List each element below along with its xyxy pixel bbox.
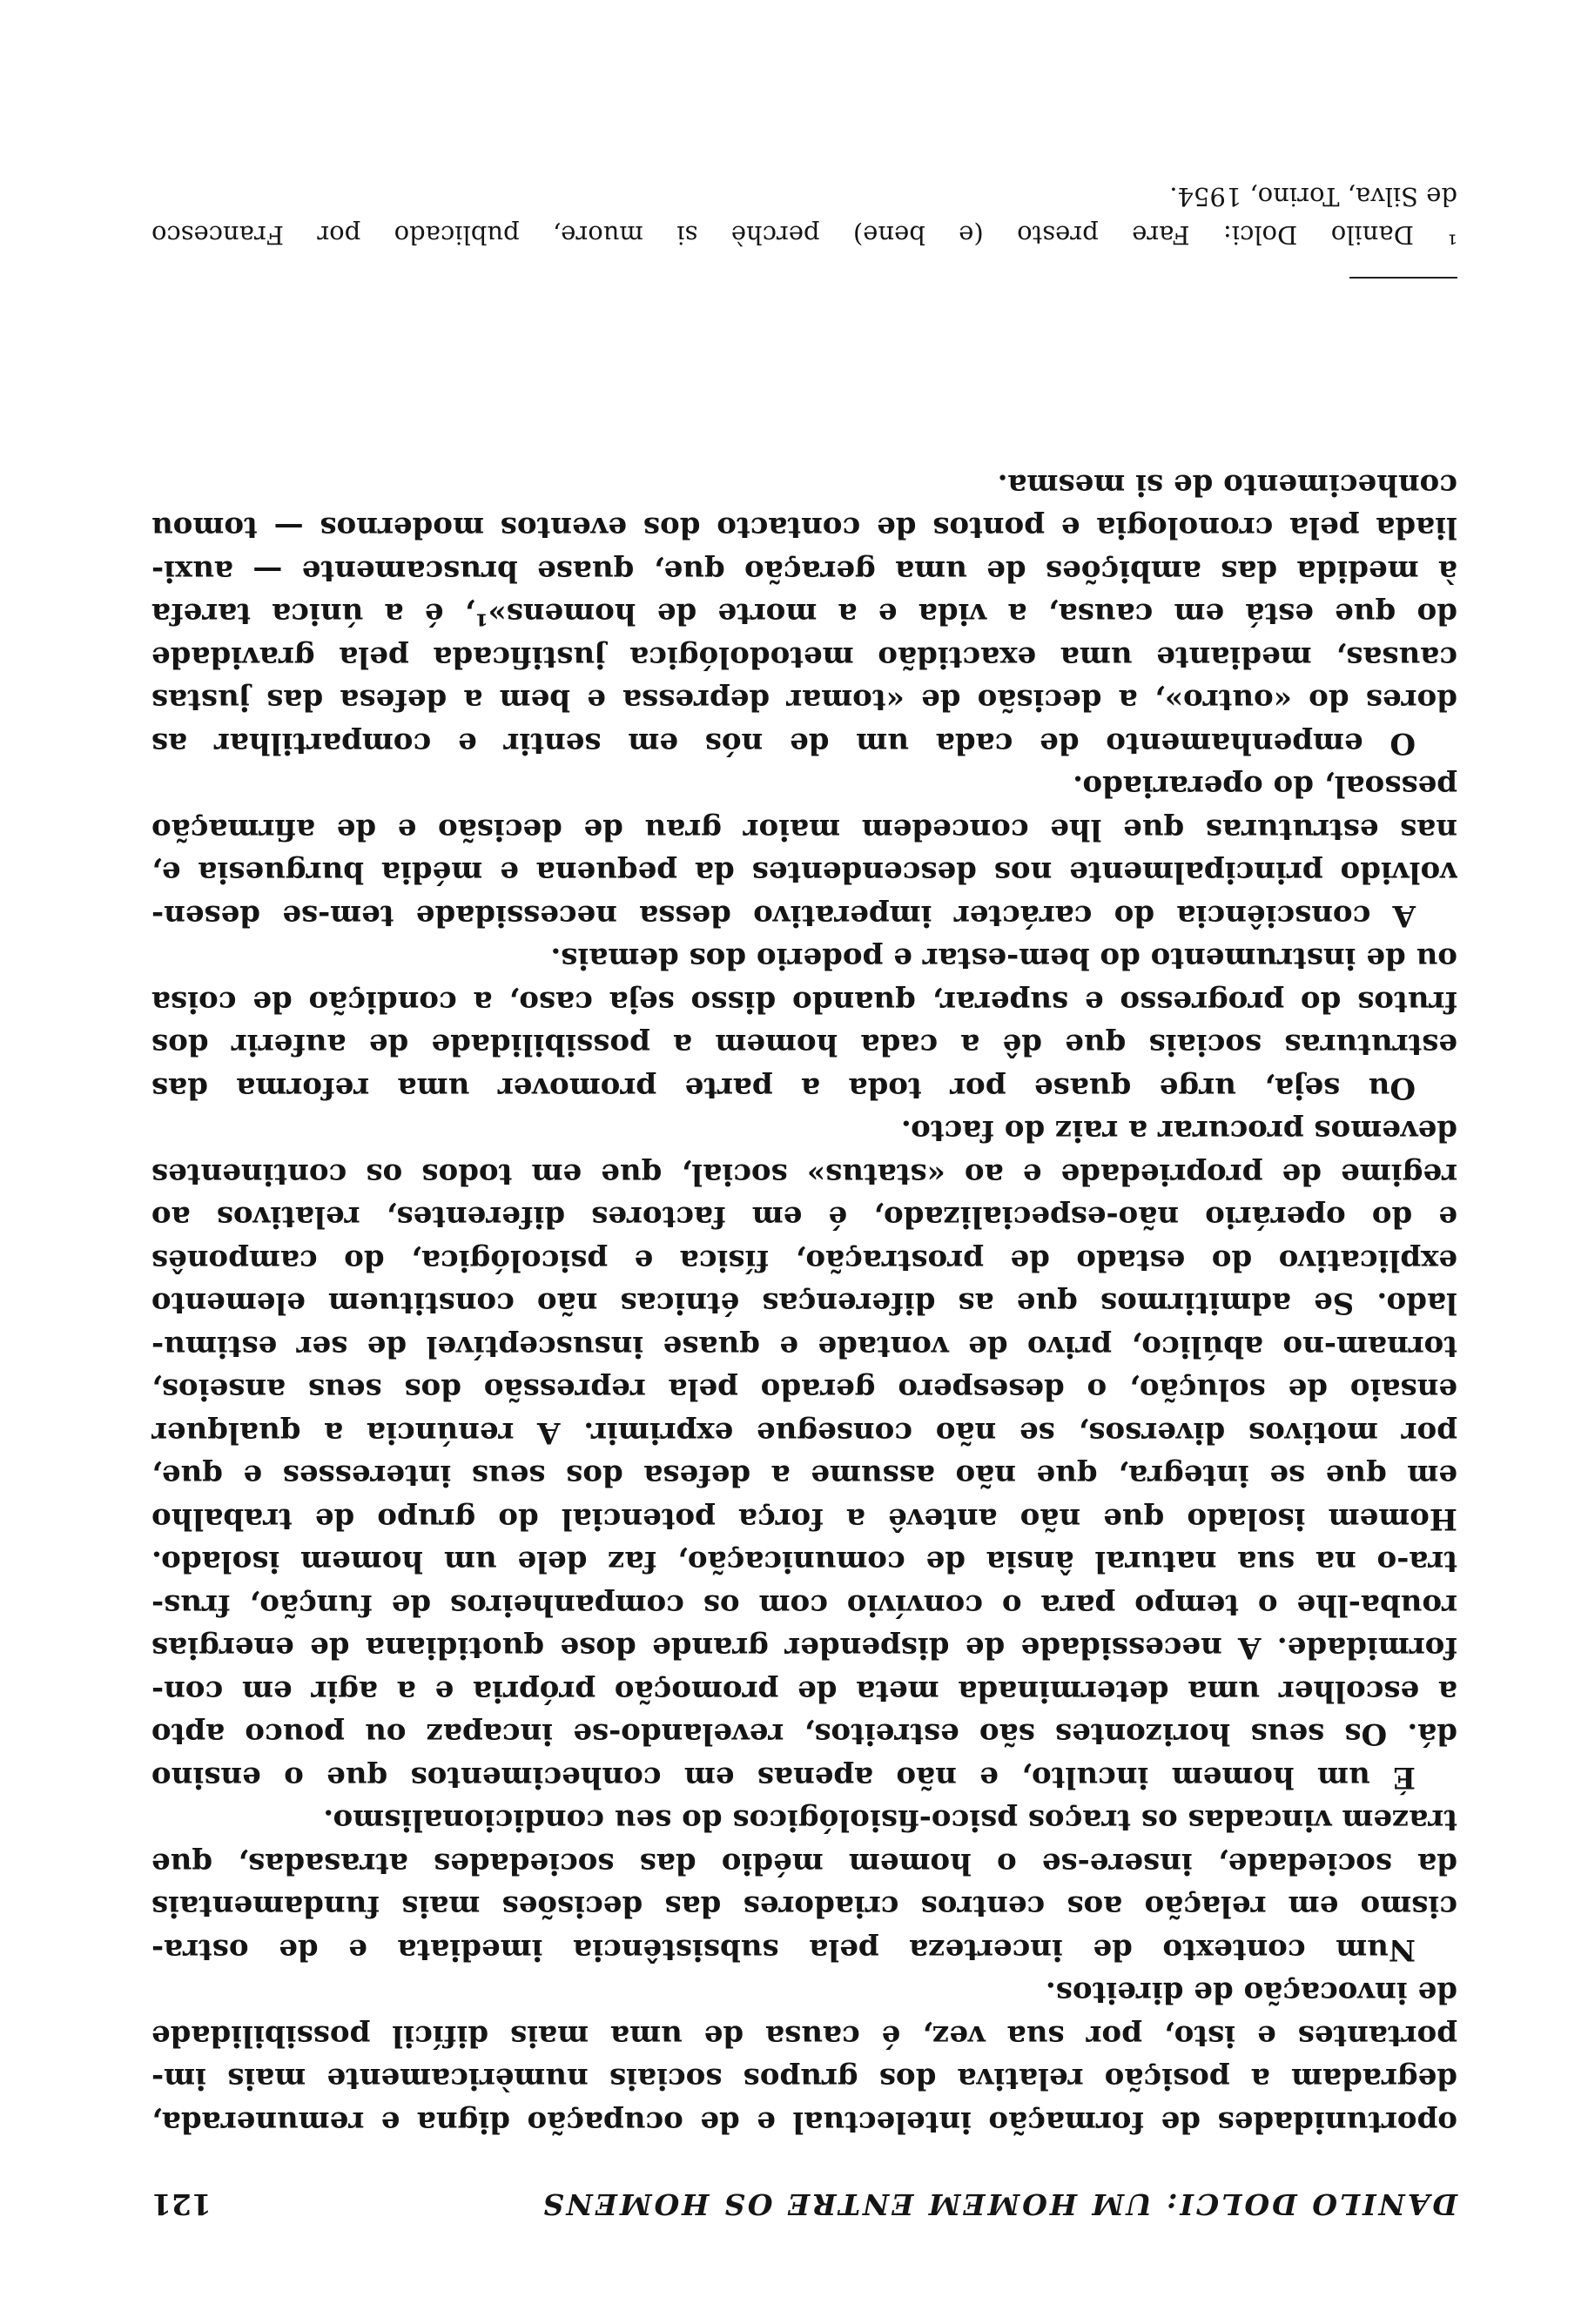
text-line: volvido principalmente nos descendentes da pequena e média burguesia e, (151, 855, 1457, 890)
text-line: por motivos diversos, se não consegue exprimir. A renúncia a qualquer (151, 1415, 1457, 1450)
text-line: causas, mediante uma exactidão metodológica justificada pela gravidade (151, 640, 1457, 675)
text-line: dores do «outro», a decisão de «tomar depressa e bem a defesa das justas (151, 682, 1457, 718)
footnote-rule (1349, 277, 1457, 279)
text-line: pessoal, do operariado. (1073, 769, 1457, 804)
text-line: cismo em relação aos centros criadores das decisões mais fundamentais (151, 1889, 1457, 1924)
text-line: de invocação de direitos. (1045, 1975, 1457, 2011)
text-line: do que está em causa, a vida e a morte de homens»¹, é a única tarefa (151, 596, 1457, 632)
text-line: ensaio de solução, o desespero gerado pela repressão dos seus anseios, (151, 1372, 1457, 1407)
text-line: em que se integra, que não assume a defesa dos seus interesses e que, (151, 1458, 1457, 1494)
text-line: Num contexto de incerteza pela subsistência imediata e de ostra- (151, 1932, 1416, 1967)
text-line: à medida das ambições de uma geração que, quase bruscamente — auxi- (151, 554, 1457, 588)
page-header (151, 2178, 1457, 2221)
text-line: a escolher uma determinada meta de promoção própria e a agir em con- (151, 1674, 1457, 1709)
text-line: ou de instrumento do bem-estar e poderio dos demais. (550, 941, 1457, 977)
text-line: A consciência do carácter imperativo dessa necessidade tem-se desen- (151, 898, 1416, 933)
text-line: dá. Os seus horizontes são estreitos, revelando-se incapaz ou pouco apto (151, 1716, 1457, 1752)
text-line: oportunidades de formação intelectual e de ocupação digna e remunerada, (151, 2105, 1457, 2139)
text-line: da sociedade, insere-se o homem médio das sociedades atrasadas, que (151, 1846, 1457, 1881)
text-line: tra-o na sua natural ânsia de comunicação, faz dele um homem isolado. (151, 1544, 1457, 1580)
text-line: e do operário não-especializado, é em factores diferentes, relativos ao (151, 1199, 1457, 1235)
text-line: frutos do progresso e superar, quando disso seja caso, a condição de coisa (151, 984, 1457, 1019)
page-number: 121 (151, 2187, 212, 2221)
text-line: nas estruturas que lhe concedem maior grau de decisão e de afirmação (151, 812, 1457, 847)
text-line: degradam a posição relativa dos grupos sociais numèricamente mais im- (151, 2061, 1457, 2097)
text-line: trazem vincadas os traços psico-fisiológicos do seu condicionalismo. (323, 1803, 1457, 1838)
text-line: Homem isolado que não antevê a força potencial do grupo de trabalho (151, 1501, 1457, 1536)
footnote-line: ¹ Danilo Dolci: Fare presto (e bene) perchè si muore, publicado por Francesco (151, 220, 1457, 250)
text-line: lado. Se admitirmos que as diferenças étnicas não constituem elemento (151, 1286, 1457, 1321)
text-line: regime de propriedade e ao «status» social, que em todos os continentes (151, 1157, 1457, 1192)
text-line: rouba-lhe o tempo para o convívio com os companheiros de função, frus- (151, 1588, 1457, 1622)
text-line: estruturas sociais que dê a cada homem a possibilidade de auferir dos (151, 1027, 1457, 1063)
text-line: tornam-no abúlico, privo de vontade e quase insusceptível de ser estimu- (151, 1329, 1457, 1364)
body-text (151, 463, 1457, 2144)
footnote (151, 178, 1457, 254)
text-line: O empenhamento de cada um de nós em sentir e compartilhar as (151, 726, 1416, 761)
running-title: DANILO DOLCI: UM HOMEM ENTRE OS HOMENS (540, 2187, 1457, 2221)
text-line: explicativo do estado de prostração, física e psicológica, do camponês (151, 1243, 1457, 1278)
text-line: conhecimento de si mesma. (997, 467, 1457, 502)
text-line: É um homem inculto, e não apenas em conhecimentos que o ensino (151, 1760, 1416, 1795)
text-line: Ou seja, urge quase por toda a parte promover uma reforma das (151, 1071, 1416, 1105)
text-line: formidade. A necessidade de dispender grande dose quotidiana de energias (151, 1630, 1457, 1666)
text-line: devemos procurar a raiz do facto. (900, 1113, 1457, 1149)
text-line: liada pela cronologia e pontos de contacto dos eventos modernos — tomou (151, 510, 1457, 546)
text-line: portantes e isto, por sua vez, é causa de uma mais difícil possibilidade (151, 2018, 1457, 2053)
footnote-line: de Silva, Torino, 1954. (1169, 182, 1457, 212)
